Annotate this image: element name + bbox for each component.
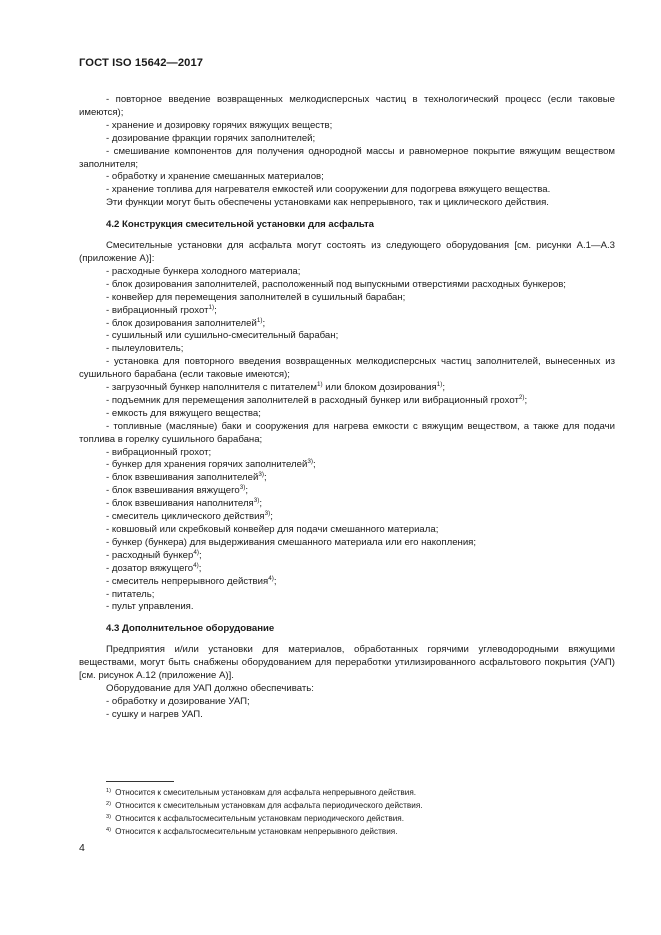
item-text-after: ;: [262, 317, 266, 329]
item-text: - бункер (бункера) для выдерживания смешанного материала или его накопления;: [106, 536, 477, 548]
item-text-after: ;: [263, 472, 267, 484]
item-text-after: ;: [198, 562, 202, 574]
footnote-separator: [106, 781, 174, 782]
item-text-after: ;: [273, 575, 277, 587]
section-4-2-lead: Смесительные установки для асфальта могут состоять из следующего оборудования [см. рисунки А.1—А.3 (приложение А)]:: [79, 240, 615, 264]
item-text-after: ;: [245, 485, 248, 497]
equipment-item: [79, 330, 615, 343]
equipment-item: [79, 318, 615, 331]
page-body: [79, 94, 615, 722]
footnote-ref: 2): [518, 393, 525, 401]
footnote-text: Относится к смесительным установкам для асфальта непрерывного действия.: [115, 788, 417, 797]
rap-item: - обработку и дозирование УАП;: [106, 695, 250, 707]
footnote-ref: 1): [256, 316, 263, 324]
equipment-item: [79, 305, 615, 318]
equipment-item: [79, 356, 615, 382]
item-text: - смеситель циклического действия: [106, 511, 265, 523]
equipment-item: [79, 279, 615, 292]
item-text: - блок взвешивания вяжущего: [106, 485, 240, 497]
equipment-item: [79, 576, 615, 589]
equipment-item: [79, 601, 615, 614]
footnote-text: Относится к смесительным установкам для асфальта периодического действия.: [115, 801, 423, 810]
item-text: - загрузочный бункер наполнителя с питателем: [106, 382, 318, 394]
equipment-list: [79, 266, 615, 614]
document-header: ГОСТ ISO 15642—2017: [79, 57, 204, 69]
intro-closing: Эти функции могут быть обеспечены установками как непрерывного, так и циклического действия.: [106, 197, 549, 209]
item-text-after: ;: [312, 459, 316, 471]
equipment-item: [79, 472, 615, 485]
equipment-item: [79, 524, 615, 537]
rap-item: - сушку и нагрев УАП.: [106, 708, 203, 720]
footnote-ref: 1): [208, 303, 215, 311]
section-4-3-heading: 4.3 Дополнительное оборудование: [106, 623, 275, 635]
equipment-item: [79, 408, 615, 421]
footnote-ref: 4): [193, 548, 199, 556]
footnote-text: Относится к асфальтосмесительным установкам непрерывного действия.: [115, 827, 398, 836]
equipment-item: [79, 550, 615, 563]
footnote-ref: 4): [268, 574, 274, 582]
item-text: - конвейер для перемещения заполнителей в сушильный барабан;: [106, 291, 406, 303]
item-text-after: ;: [442, 382, 445, 394]
footnotes: [106, 786, 606, 838]
footnote-ref: 3): [258, 471, 264, 479]
footnote-ref: 1): [317, 381, 323, 389]
item-text: - установка для повторного введения возвращенных мелкодисперсных частиц заполнителей, вынесенных из сушильного барабана (если таковые имеются);: [79, 356, 615, 381]
footnote-mark: 2): [106, 801, 111, 807]
equipment-item: [79, 395, 615, 408]
item-text: - сушильный или сушильно-смесительный барабан;: [106, 330, 339, 342]
item-text: - расходные бункера холодного материала;: [106, 265, 301, 277]
footnote-ref: 1): [436, 381, 443, 389]
equipment-item: [79, 485, 615, 498]
intro-item: - дозирование фракции горячих заполнителей;: [106, 132, 316, 144]
footnote: [106, 786, 606, 799]
equipment-item: [79, 266, 615, 279]
rap-list: [79, 696, 615, 722]
item-text: - расходный бункер: [106, 549, 194, 561]
equipment-item: [79, 498, 615, 511]
equipment-item: [79, 459, 615, 472]
item-text-after: ;: [524, 394, 528, 406]
equipment-item: [79, 537, 615, 550]
equipment-item: [79, 447, 615, 460]
footnote-ref: 4): [193, 561, 199, 569]
intro-item: - хранение и дозировку горячих вяжущих веществ;: [106, 119, 333, 131]
item-text: - вибрационный грохот;: [106, 446, 212, 458]
item-text: - смеситель непрерывного действия: [106, 575, 269, 587]
item-text: - пульт управления.: [106, 601, 194, 613]
item-text: - ковшовый или скребковый конвейер для подачи смешанного материала;: [106, 524, 439, 535]
page-number: 4: [79, 842, 85, 854]
equipment-item: [79, 563, 615, 576]
equipment-item: [79, 292, 615, 305]
intro-list: [79, 94, 615, 197]
equipment-item: [79, 589, 615, 602]
item-text: - емкость для вяжущего вещества;: [106, 407, 261, 419]
equipment-item: [79, 421, 615, 447]
item-text: - пылеуловитель;: [106, 343, 184, 355]
item-text: - дозатор вяжущего: [106, 562, 194, 574]
item-text: - блок дозирования заполнителей: [106, 317, 257, 329]
footnote-ref: 3): [253, 497, 260, 505]
footnote: [106, 825, 606, 838]
footnote-mark: 4): [106, 827, 111, 833]
footnote-ref: 3): [307, 458, 313, 466]
item-text: - питатель;: [106, 588, 155, 600]
item-text-after: ;: [259, 498, 263, 510]
item-text-after: ;: [214, 304, 217, 316]
item-text: - вибрационный грохот: [106, 304, 209, 316]
equipment-item: [79, 382, 615, 395]
section-4-3-lead: Оборудование для УАП должно обеспечивать:: [106, 682, 314, 694]
item-text-after: ;: [270, 511, 273, 523]
item-text-after: ;: [198, 549, 202, 561]
item-text: - топливные (масляные) баки и сооружения для нагрева емкости с вяжущим веществом, а также для подачи топлива в горелку сушильного барабана;: [79, 420, 615, 445]
item-text: - блок дозирования заполнителей, расположенный под выпускными отверстиями расходных бункеров;: [106, 278, 566, 290]
intro-item: - обработку и хранение смешанных материалов;: [106, 171, 324, 183]
footnote: [106, 799, 606, 812]
item-text: - подъемник для перемещения заполнителей в расходный бункер или вибрационный грохот: [106, 394, 519, 406]
section-4-3-paragraph: Предприятия и/или установки для материалов, обработанных горячими углеводородными вяжущими веществами, могут быть снабжены оборудованием для переработки утилизированного асфальтового покрытия (УАП) [см. рисунок А.12 (приложение А)].: [79, 644, 615, 682]
footnote-mark: 1): [106, 788, 111, 794]
footnote: [106, 812, 606, 825]
intro-item: - повторное введение возвращенных мелкодисперсных частиц в технологический процесс (если таковые имеются);: [79, 94, 615, 118]
footnote-text: Относится к асфальтосмесительным установкам периодического действия.: [115, 814, 404, 823]
item-text: - бункер для хранения горячих заполнителей: [106, 459, 308, 471]
equipment-item: [79, 343, 615, 356]
item-text-after: или блоком дозирования: [322, 382, 437, 394]
intro-item: - смешивание компонентов для получения однородной массы и равномерное покрытие вяжущим веществом заполнителя;: [79, 145, 615, 170]
intro-item: - хранение топлива для нагревателя емкостей или сооружении для подогрева вяжущего вещества.: [106, 184, 551, 196]
footnote-ref: 3): [264, 510, 271, 518]
item-text: - блок взвешивания заполнителей: [106, 472, 259, 484]
item-text: - блок взвешивания наполнителя: [106, 498, 254, 510]
footnote-ref: 3): [239, 484, 246, 492]
section-4-2-heading: 4.2 Конструкция смесительной установки для асфальта: [106, 219, 375, 231]
equipment-item: [79, 511, 615, 524]
footnote-mark: 3): [106, 814, 111, 820]
